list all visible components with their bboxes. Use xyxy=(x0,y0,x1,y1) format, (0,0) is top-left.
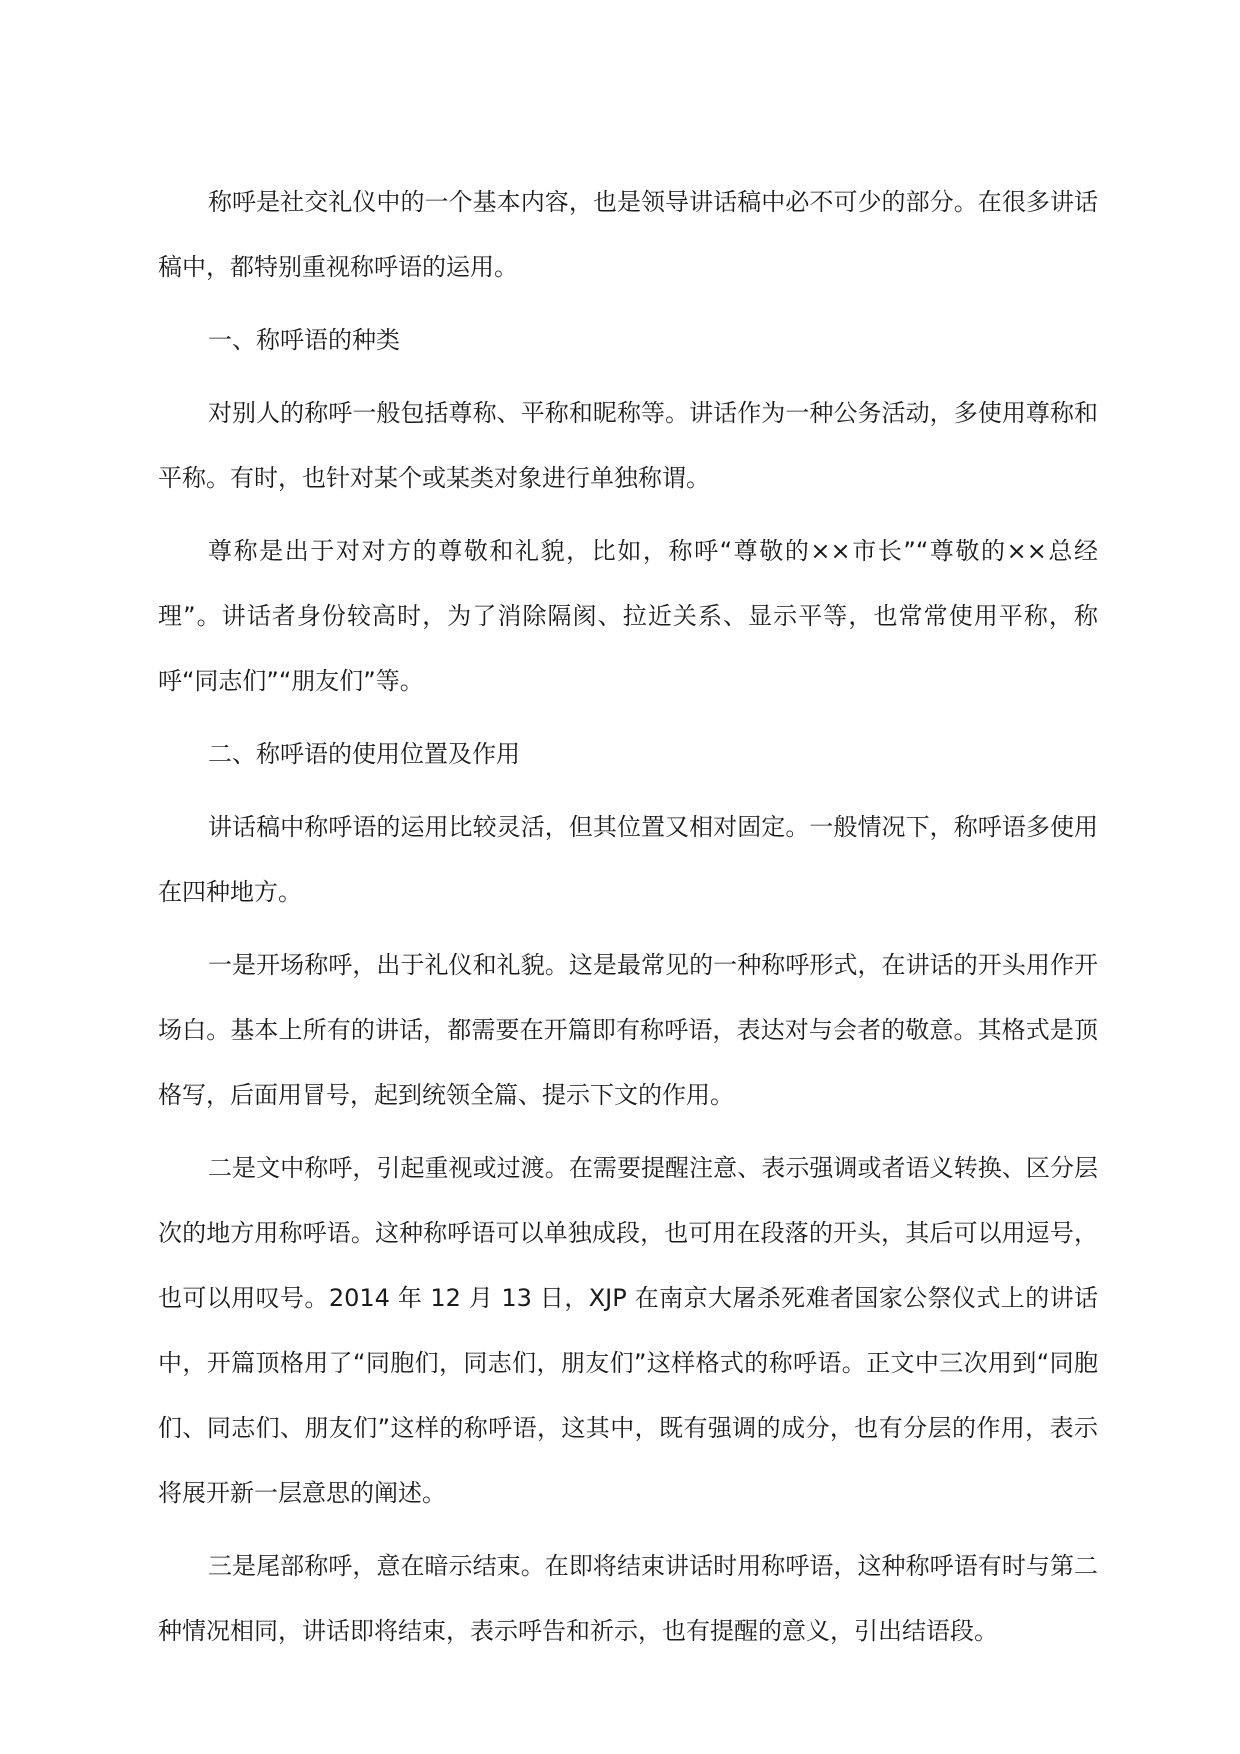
intro-paragraph: 称呼是社交礼仪中的一个基本内容，也是领导讲话稿中必不可少的部分。在很多讲话稿中，都特别重视称呼语的运用。 xyxy=(158,188,1098,281)
position-paragraph: 讲话稿中称呼语的运用比较灵活，但其位置又相对固定。一般情况下，称呼语多使用在四种地方。 xyxy=(158,813,1098,906)
types-paragraph: 对别人的称呼一般包括尊称、平称和昵称等。讲话作为一种公务活动，多使用尊称和平称。有时，也针对某个或某类对象进行单独称谓。 xyxy=(158,399,1098,492)
section-heading-types: 一、称呼语的种类 xyxy=(208,326,400,354)
document-body xyxy=(158,170,1098,1672)
opening-address-paragraph: 一是开场称呼，出于礼仪和礼貌。这是最常见的一种称呼形式，在讲话的开头用作开场白。基本上所有的讲话，都需要在开篇即有称呼语，表达对与会者的敬意。其格式是顶格写，后面用冒号，起到统领全篇、提示下文的作用。 xyxy=(158,951,1098,1109)
ending-address-paragraph: 三是尾部称呼，意在暗示结束。在即将结束讲话时用称呼语，这种称呼语有时与第二种情况相同，讲话即将结束，表示呼告和祈示，也有提醒的意义，引出结语段。 xyxy=(158,1552,1098,1645)
respect-paragraph: 尊称是出于对对方的尊敬和礼貌，比如，称呼“尊敬的××市长”“尊敬的××总经理”。讲话者身份较高时，为了消除隔阂、拉近关系、显示平等，也常常使用平称，称呼“同志们”“朋友们”等。 xyxy=(158,537,1098,695)
section-heading-position: 二、称呼语的使用位置及作用 xyxy=(208,740,520,768)
middle-address-paragraph: 二是文中称呼，引起重视或过渡。在需要提醒注意、表示强调或者语义转换、区分层次的地方用称呼语。这种称呼语可以单独成段，也可用在段落的开头，其后可以用逗号，也可以用叹号。2014 年 12 月 13 日，XJP 在南京大屠杀死难者国家公祭仪式上的讲话中，开篇顶格用了“同胞们，同志们，朋友们”这样格式的称呼语。正文中三次用到“同胞们、同志们、朋友们”这样的称呼语，这其中，既有强调的成分，也有分层的作用，表示将展开新一层意思的阐述。 xyxy=(158,1154,1098,1507)
